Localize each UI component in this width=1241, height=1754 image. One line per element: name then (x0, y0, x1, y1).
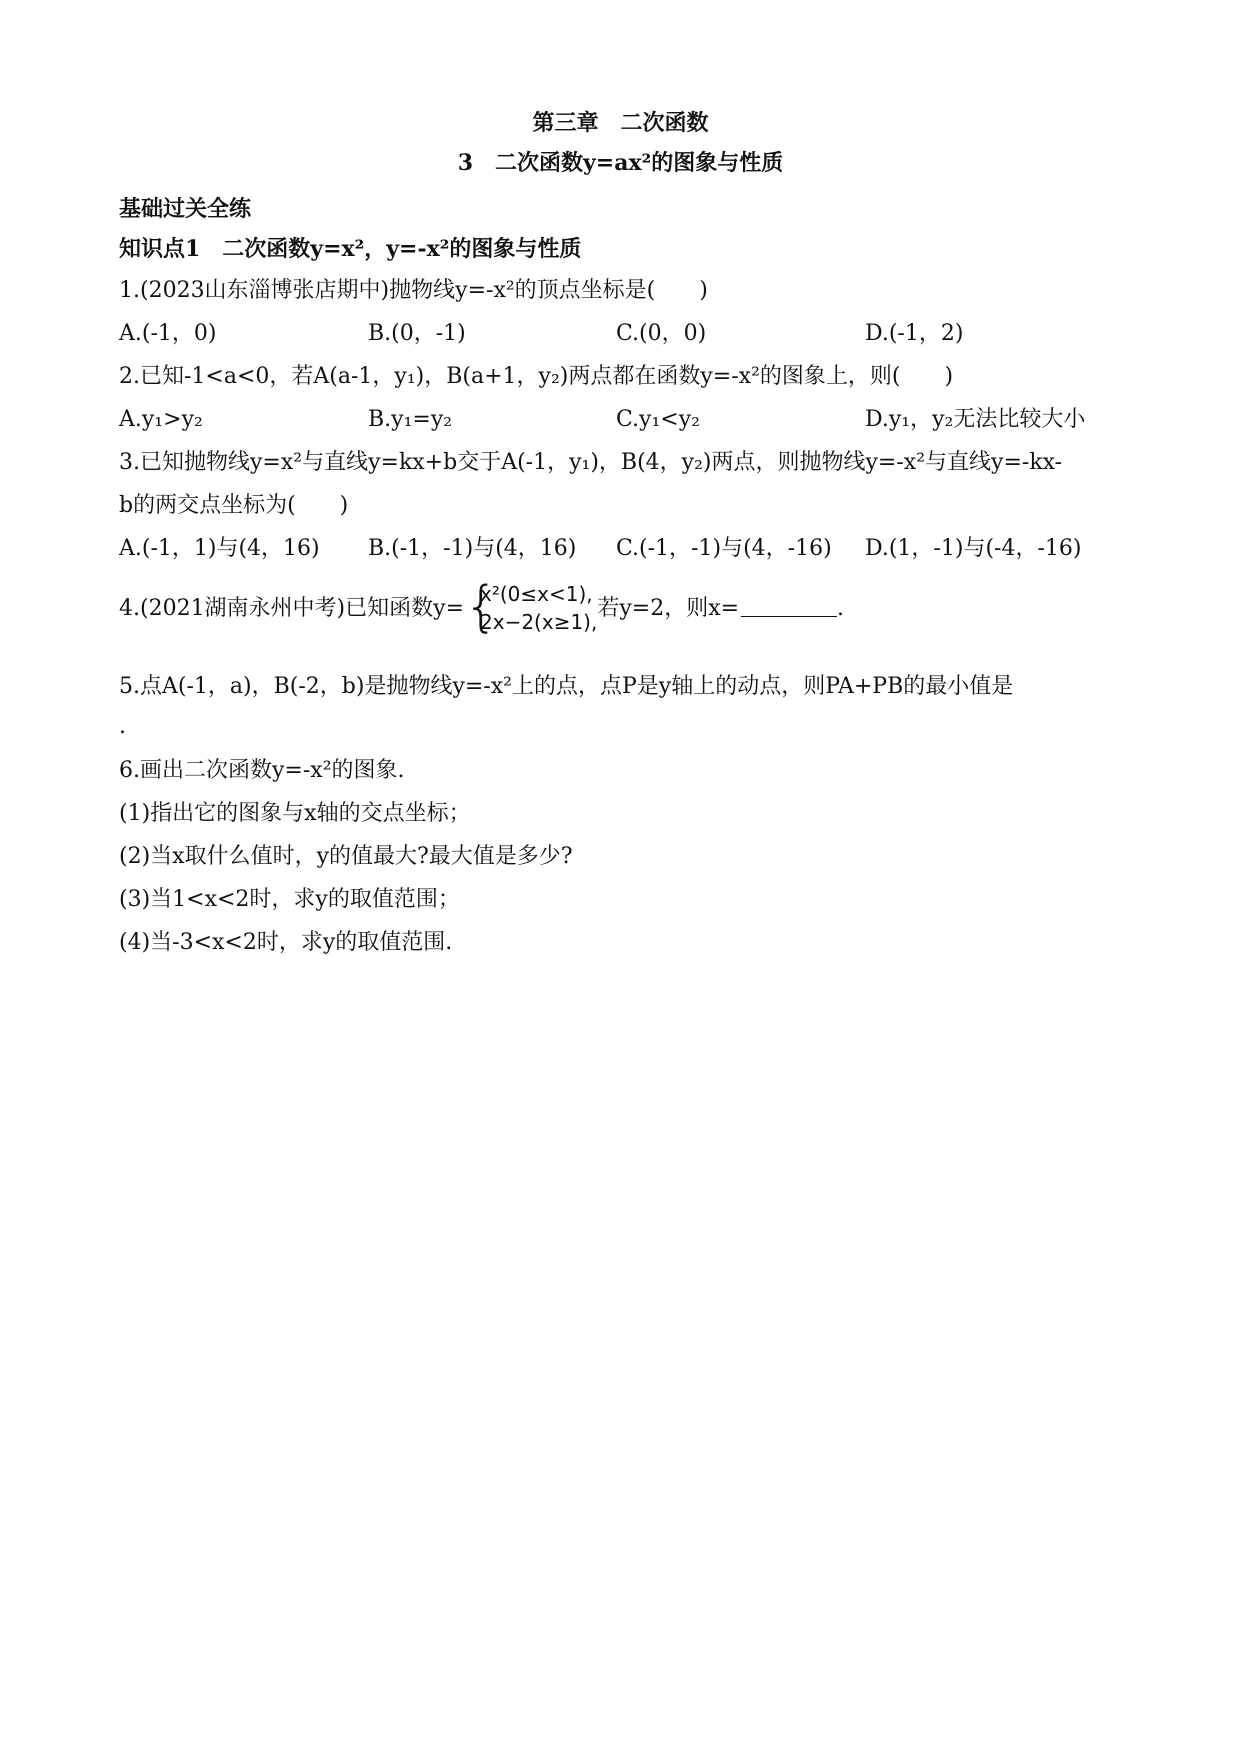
question-4 (119, 575, 845, 638)
question-3-stem-line-1: 3.已知抛物线y=x²与直线y=kx+b交于A(-1，y₁)，B(4，y₂)两点，则抛物线y=-x²与直线y=-kx- (119, 450, 1063, 475)
question-2-option-b[interactable]: B.y₁=y₂ (368, 407, 453, 432)
question-2-stem: 2.已知-1<a<0，若A(a-1，y₁)，B(a+1，y₂)两点都在函数y=-x²的图象上，则( ) (119, 364, 954, 389)
question-1-option-b[interactable]: B.(0，-1) (368, 321, 466, 346)
answer-blank-4[interactable] (741, 594, 837, 617)
chapter-title: 第三章 二次函数 (532, 110, 709, 136)
question-2-option-a[interactable]: A.y₁>y₂ (119, 407, 203, 432)
question-2-option-d[interactable]: D.y₁，y₂无法比较大小 (865, 407, 1086, 432)
question-4-suffix: 若y=2，则x= (597, 596, 740, 621)
question-1-option-d[interactable]: D.(-1，2) (865, 321, 964, 346)
question-3-option-d[interactable]: D.(1，-1)与(-4，-16) (865, 536, 1082, 561)
piecewise-case-2: 2x−2(x≥1), (480, 610, 598, 634)
piecewise-function (464, 575, 598, 638)
question-2-option-c[interactable]: C.y₁<y₂ (616, 407, 700, 432)
question-4-end: . (837, 596, 845, 621)
question-6-part-4: (4)当-3<x<2时，求y的取值范围. (119, 930, 453, 955)
section-title: 3 二次函数y=ax²的图象与性质 (457, 150, 784, 176)
question-6-part-2: (2)当x取什么值时，y的值最大?最大值是多少? (119, 844, 573, 869)
exercise-group-title: 基础过关全练 (119, 196, 252, 222)
knowledge-point-title: 知识点1 二次函数y=x²，y=-x²的图象与性质 (119, 236, 582, 262)
question-3-option-c[interactable]: C.(-1，-1)与(4，-16) (616, 536, 832, 561)
question-6-part-3: (3)当1<x<2时，求y的取值范围； (119, 887, 460, 912)
question-3-option-b[interactable]: B.(-1，-1)与(4，16) (368, 536, 577, 561)
question-5-line-1: 5.点A(-1，a)，B(-2，b)是抛物线y=-x²上的点，点P是y轴上的动点，则PA+PB的最小值是 (119, 674, 1014, 699)
question-3-stem-line-2: b的两交点坐标为( ) (119, 493, 349, 518)
question-1-stem: 1.(2023山东淄博张店期中)抛物线y=-x²的顶点坐标是( ) (119, 278, 708, 303)
question-6-stem: 6.画出二次函数y=-x²的图象. (119, 758, 405, 783)
question-6-part-1: (1)指出它的图象与x轴的交点坐标； (119, 801, 471, 826)
question-4-prefix: 4.(2021湖南永州中考)已知函数y= (119, 596, 465, 621)
question-1-option-c[interactable]: C.(0，0) (616, 321, 707, 346)
piecewise-case-1: x²(0≤x<1), (480, 582, 593, 606)
question-5-line-2: . (119, 714, 126, 739)
left-brace-icon: { (464, 575, 499, 638)
question-1-option-a[interactable]: A.(-1，0) (119, 321, 217, 346)
question-3-option-a[interactable]: A.(-1，1)与(4，16) (119, 536, 320, 561)
